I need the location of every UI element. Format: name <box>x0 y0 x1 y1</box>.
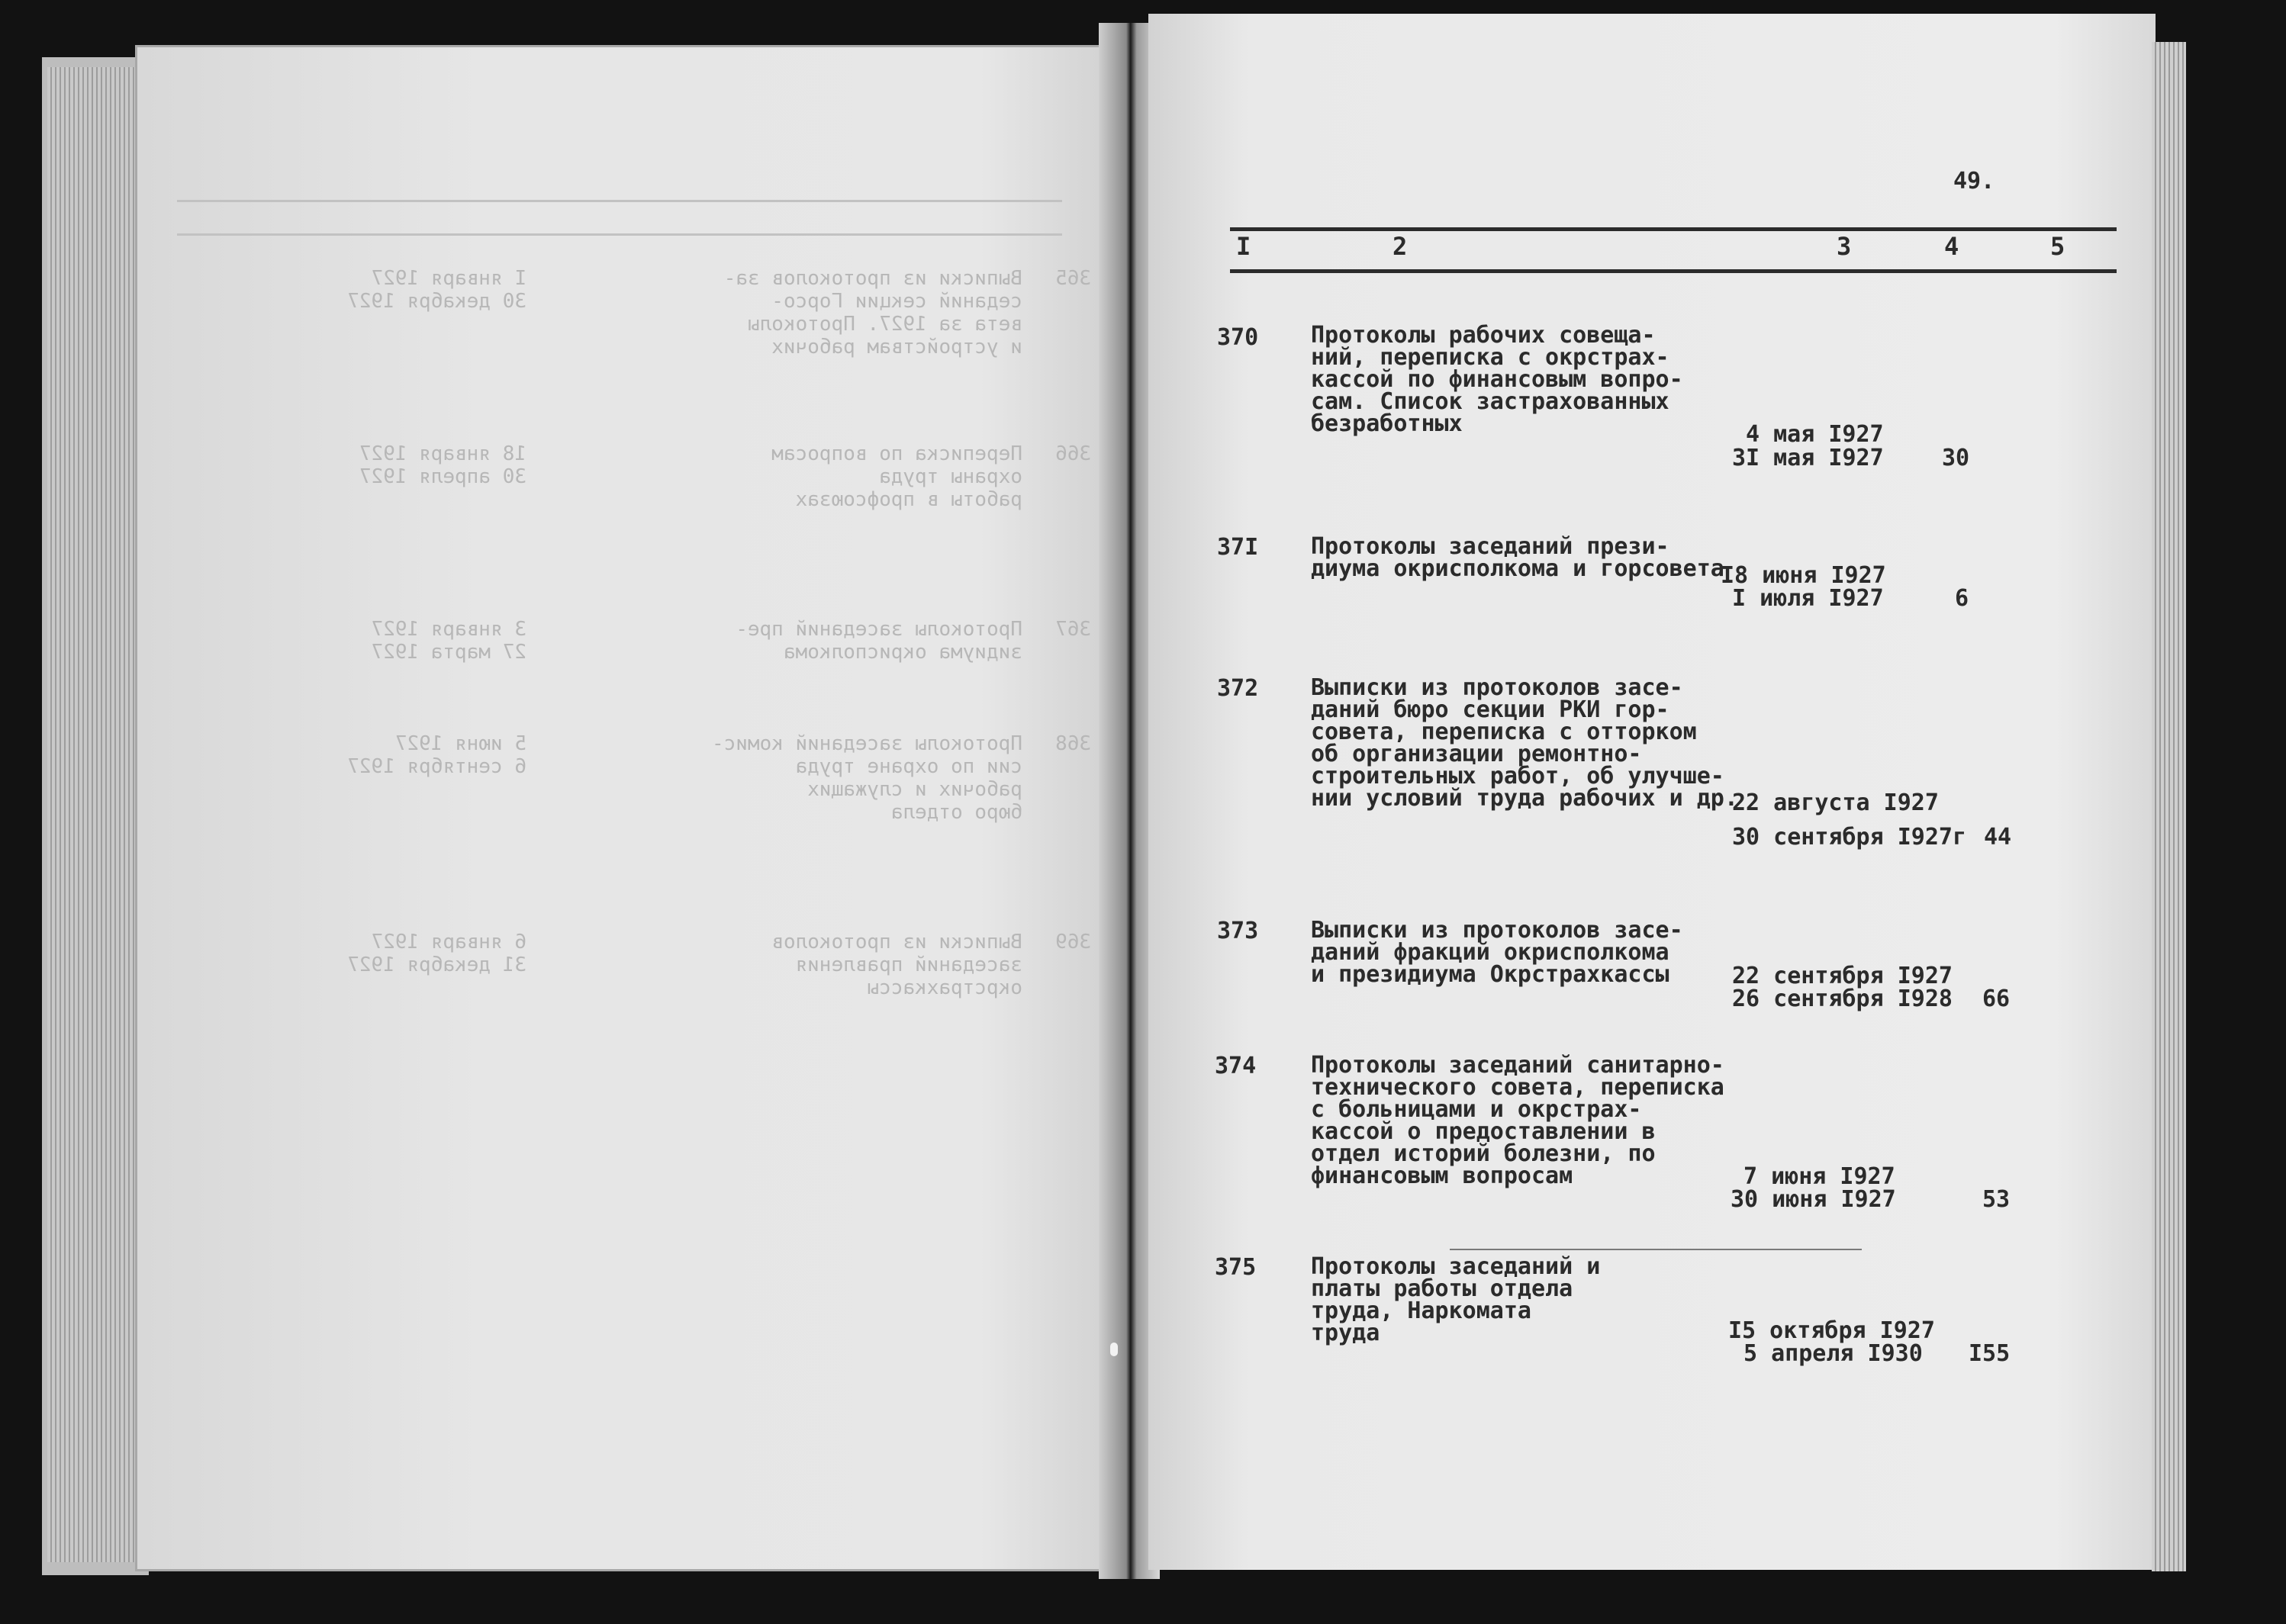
entry-date-end: 26 сентября I928 <box>1732 986 1953 1012</box>
entry-title: Протоколы заседаний санитарно- технического совета, переписка с больницами и окрстрах- кассой о предоставлении в отдел историй болезни, по финансовым вопросам <box>1311 1052 1724 1189</box>
entry-title: Протоколы заседаний и платы работы отдела труда, Наркомата труда <box>1311 1253 1601 1346</box>
page-number: 49. <box>1953 168 1995 195</box>
entry-date-start: 7 июня I927 <box>1743 1163 1895 1190</box>
column-header-5: 5 <box>2050 232 2065 261</box>
entry-sheet-count: 53 <box>1982 1186 2011 1213</box>
entry-number: 370 <box>1217 324 1259 351</box>
entry-date-end: I июля I927 <box>1732 585 1884 612</box>
entry-date-end: 3I мая I927 <box>1732 445 1884 471</box>
column-header-2: 2 <box>1393 232 1408 261</box>
entry-number: 37I <box>1217 534 1259 561</box>
table-header-rule-top <box>1230 227 2117 231</box>
entry-title: Протоколы рабочих совеща- ний, переписка с окрстрах- кассой по финансовым вопро- сам. Список застрахованных безработных <box>1311 322 1683 437</box>
entry-date-start: I5 октября I927 <box>1728 1317 1935 1344</box>
entry-date-start: 22 сентября I927 <box>1732 963 1953 989</box>
entry-title: Выписки из протоколов засе- даний фракций окрисполкома и президиума Окрстрахкассы <box>1311 917 1683 988</box>
entry-title: Выписки из протоколов засе- даний бюро секции РКИ гор- совета, переписка с отторком об организации ремонтно- строительных работ, об улучше- нии условий труда рабочих и др. <box>1311 674 1738 812</box>
column-header-4: 4 <box>1944 232 1959 261</box>
entry-date-end: 5 апреля I930 <box>1743 1340 1923 1367</box>
entry-sheet-count: 6 <box>1955 585 1969 612</box>
entry-number: 375 <box>1215 1254 1257 1281</box>
entry-sheet-count: 44 <box>1984 824 2012 851</box>
column-header-3: 3 <box>1837 232 1852 261</box>
entry-number: 373 <box>1217 918 1259 944</box>
entry-date-start: 4 мая I927 <box>1746 421 1884 448</box>
entry-number: 372 <box>1217 675 1259 702</box>
entry-sheet-count: 66 <box>1982 986 2011 1012</box>
entry-number: 374 <box>1215 1053 1257 1079</box>
divider-line <box>1450 1249 1862 1250</box>
entry-title: Протоколы заседаний прези- диума окрисполкома и горсовета <box>1311 533 1724 582</box>
entry-date-end: 30 сентября I927г <box>1732 824 1967 851</box>
entry-sheet-count: 30 <box>1942 445 1970 471</box>
entry-date-start: 22 августа I927 <box>1732 789 1939 816</box>
table-header-rule-bottom <box>1230 269 2117 273</box>
bleed-through-text: 365 Выписки из протоколов за- седаний секции Горсо- вета за 1927. Протоколы и устройствам рабочих I января 1927 30 декабря 1927 366 Переписка по вопросам охраны труда работы в профсоюзах 18 января 1927 30 апреля 1927 367 Протоколы заседаний пре- зидиума окрисполкома 3 января 1927 27 марта 1927 368 Протоколы заседаний комис- сии по охране труда рабочих и служащих бюро отдела 5 июня 1927 6 сентября 1927 369 Выписки из протоколов заседаний правления окрстрахкассы 6 января 1927 31 декабря 1927 <box>347 267 1091 999</box>
entry-date-end: 30 июня I927 <box>1731 1186 1896 1213</box>
column-header-1: I <box>1236 232 1251 261</box>
entry-date-start: I8 июня I927 <box>1721 562 1886 589</box>
entry-sheet-count: I55 <box>1969 1340 2011 1367</box>
